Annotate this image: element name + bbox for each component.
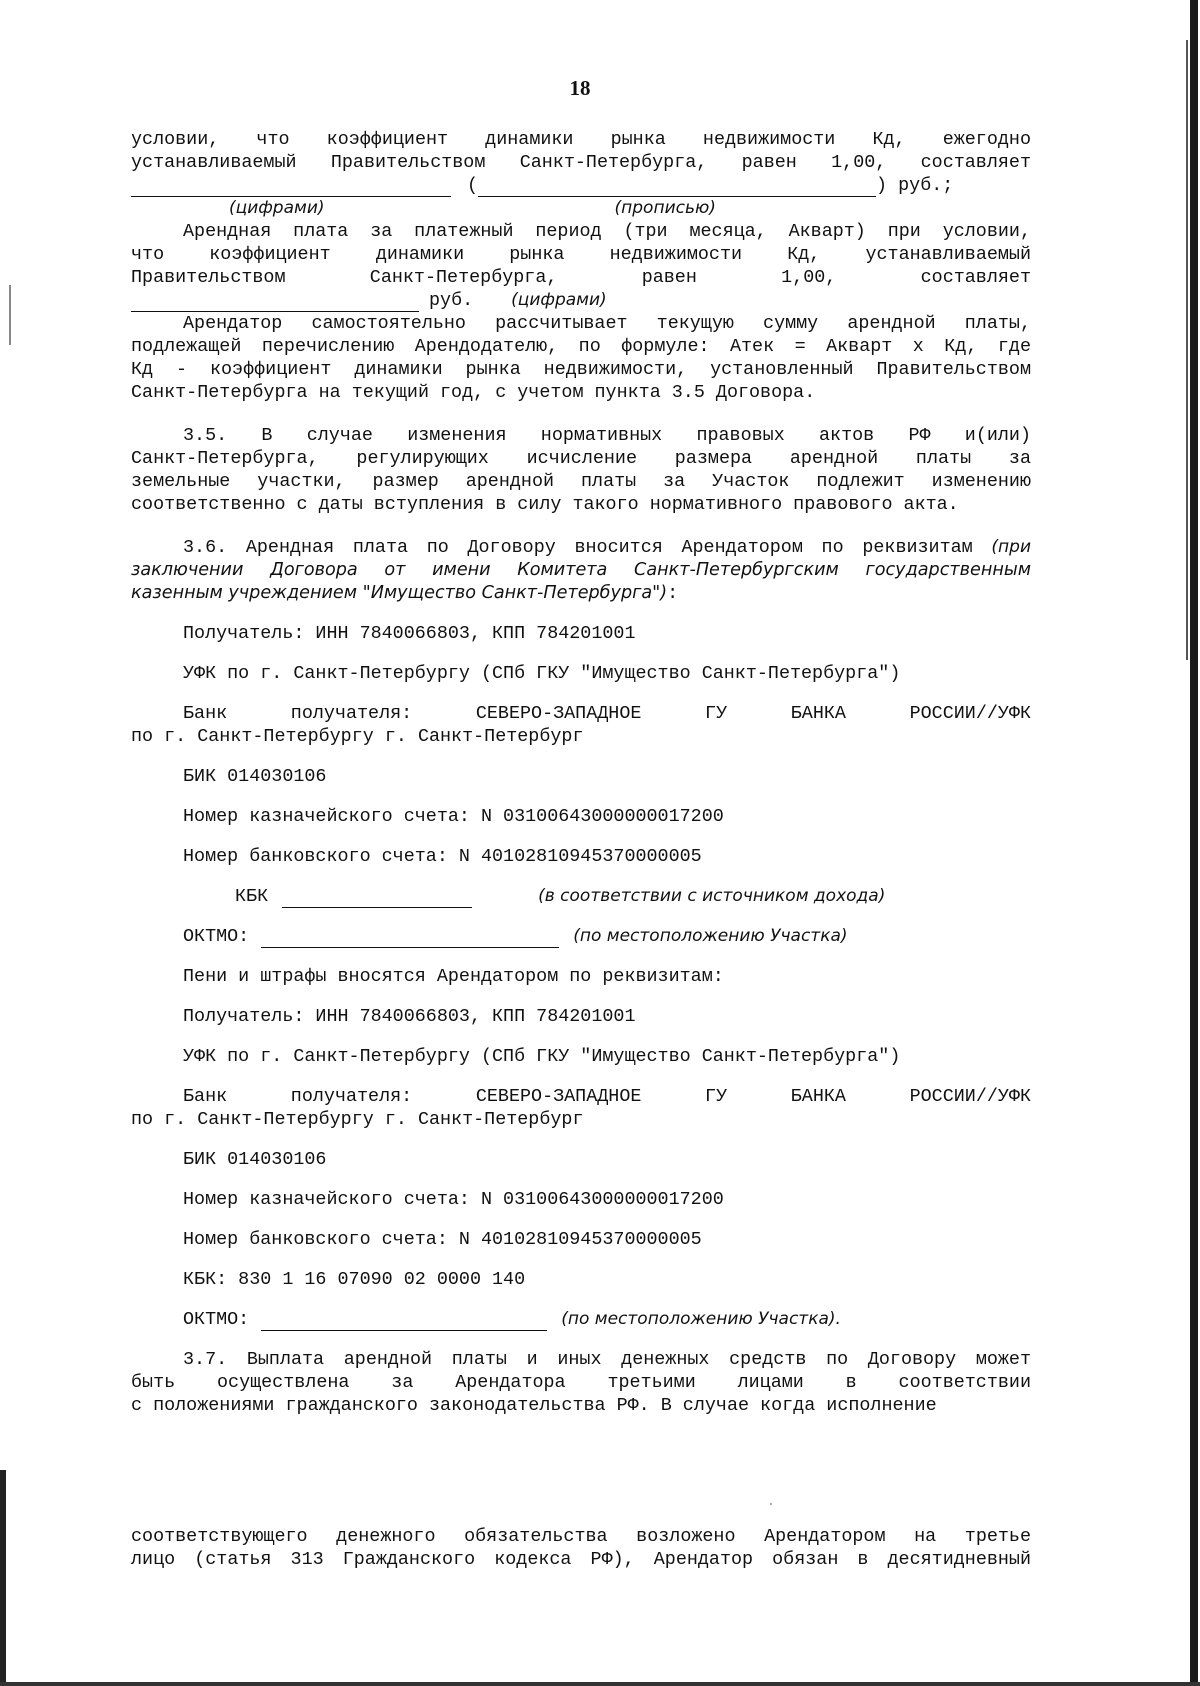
scan-edge-mark (9, 285, 11, 345)
scan-speck (770, 1503, 772, 1505)
clause-note: (при (991, 537, 1031, 557)
text-line: соответственно с даты вступления в силу такого нормативного правового акта. (131, 494, 959, 515)
paren-open: ( (467, 175, 479, 196)
text-line: устанавливаемый Правительством Санкт-Петербурга, равен 1,00, составляет (131, 152, 1031, 173)
text-line: соответствующего денежного обязательства возложено Арендатором на третье (131, 1526, 1031, 1547)
caption-words: (прописью) (614, 198, 716, 218)
kbk-line (131, 885, 1031, 908)
clause-3-7: 3.7. Выплата арендной платы и иных денежных средств по Договору может (183, 1349, 1031, 1370)
document-body (131, 128, 1031, 1417)
scan-edge-left (0, 1470, 6, 1686)
recipient-line: Получатель: ИНН 7840066803, КПП 784201001 (183, 1006, 636, 1027)
text-line: Правительством Санкт-Петербурга, равен 1,00, составляет (131, 267, 1031, 288)
kbk-line: КБК: 830 1 16 07090 02 0000 140 (183, 1269, 526, 1290)
ufk-line: УФК по г. Санкт-Петербургу (СПб ГКУ "Имущество Санкт-Петербурга") (183, 1046, 901, 1067)
page-number: 18 (569, 76, 591, 100)
bik-line: БИК 014030106 (183, 1149, 327, 1170)
oktmo-line (131, 1308, 1031, 1331)
recipient-line: Получатель: ИНН 7840066803, КПП 784201001 (183, 623, 636, 644)
text-line: что коэффициент динамики рынка недвижимости Кд, устанавливаемый (131, 244, 1031, 265)
bank-line: по г. Санкт-Петербургу г. Санкт-Петербург (131, 726, 584, 747)
amount-blank-row (131, 289, 1031, 312)
quarter-amount-blank (131, 295, 419, 312)
bik-line: БИК 014030106 (183, 766, 327, 787)
rub-label: ) руб.; (876, 175, 954, 196)
text-line: подлежащей перечислению Арендодателю, по формуле: Атек = Акварт х Кд, где (131, 336, 1031, 357)
caption-digits: (цифрами) (511, 290, 607, 310)
penalty-intro: Пени и штрафы вносятся Арендатором по реквизитам: (183, 966, 724, 987)
scan-edge-bottom (0, 1682, 1200, 1686)
caption-digits: (цифрами) (229, 198, 325, 218)
clause-note: заключении Договора от имени Комитета Санкт-Петербургским государственным (131, 560, 1031, 580)
text-line: Санкт-Петербурга, регулирующих исчисление размера арендной платы за (131, 448, 1031, 469)
oktmo-blank (261, 1314, 547, 1331)
text-line: Санкт-Петербурга на текущий год, с учетом пункта 3.5 Договора. (131, 382, 816, 403)
text-line: с положениями гражданского законодательства РФ. В случае когда исполнение (131, 1395, 937, 1416)
blank-captions (131, 197, 1031, 220)
amount-blank-row (131, 174, 1031, 197)
clause-note: казенным учреждением "Имущество Санкт-Петербурга") (131, 583, 668, 603)
text-line: лицо (статья 313 Гражданского кодекса РФ), Арендатор обязан в десятидневный (131, 1549, 1031, 1570)
bank-line: по г. Санкт-Петербургу г. Санкт-Петербург (131, 1109, 584, 1130)
clause-3-6 (131, 536, 1031, 559)
clause-text: 3.6. Арендная плата по Договору вносится Арендатором по реквизитам (183, 537, 973, 558)
text-line (131, 582, 1031, 605)
text-line: земельные участки, размер арендной платы за Участок подлежит изменению (131, 471, 1031, 492)
text-line: условии, что коэффициент динамики рынка недвижимости Кд, ежегодно (131, 129, 1031, 150)
oktmo-note: (по местоположению Участка). (561, 1309, 841, 1329)
amount-digits-blank (131, 180, 451, 197)
treasury-account-line: Номер казначейского счета: N 03100643000000017200 (183, 806, 724, 827)
kbk-label: КБК (235, 886, 269, 907)
oktmo-blank (261, 931, 559, 948)
oktmo-line (131, 925, 1031, 948)
amount-words-blank (478, 180, 876, 197)
kbk-note: (в соответствии с источником дохода) (538, 886, 886, 906)
clause-3-5: 3.5. В случае изменения нормативных правовых актов РФ и(или) (183, 425, 1031, 446)
oktmo-label: ОКТМО: (183, 926, 250, 947)
scan-edge-right (1190, 0, 1198, 1686)
oktmo-label: ОКТМО: (183, 1309, 250, 1330)
rub-label: руб. (429, 290, 474, 311)
bank-line: Банк получателя: СЕВЕРО-ЗАПАДНОЕ ГУ БАНКА РОССИИ//УФК (183, 703, 1031, 724)
scan-edge-mark (1186, 40, 1188, 660)
text-line: быть осуществлена за Арендатора третьими лицами в соответствии (131, 1372, 1031, 1393)
bank-account-line: Номер банковского счета: N 40102810945370000005 (183, 846, 702, 867)
text-line: Кд - коэффициент динамики рынка недвижимости, установленный Правительством (131, 359, 1031, 380)
kbk-blank (282, 891, 472, 908)
bank-line: Банк получателя: СЕВЕРО-ЗАПАДНОЕ ГУ БАНКА РОССИИ//УФК (183, 1086, 1031, 1107)
next-page-continuation (131, 1525, 1031, 1571)
text-line: Арендатор самостоятельно рассчитывает текущую сумму арендной платы, (183, 313, 1031, 334)
oktmo-note: (по местоположению Участка) (573, 926, 848, 946)
colon: : (667, 583, 679, 604)
treasury-account-line: Номер казначейского счета: N 03100643000000017200 (183, 1189, 724, 1210)
bank-account-line: Номер банковского счета: N 40102810945370000005 (183, 1229, 702, 1250)
ufk-line: УФК по г. Санкт-Петербургу (СПб ГКУ "Имущество Санкт-Петербурга") (183, 663, 901, 684)
text-line: Арендная плата за платежный период (три месяца, Акварт) при условии, (183, 221, 1031, 242)
